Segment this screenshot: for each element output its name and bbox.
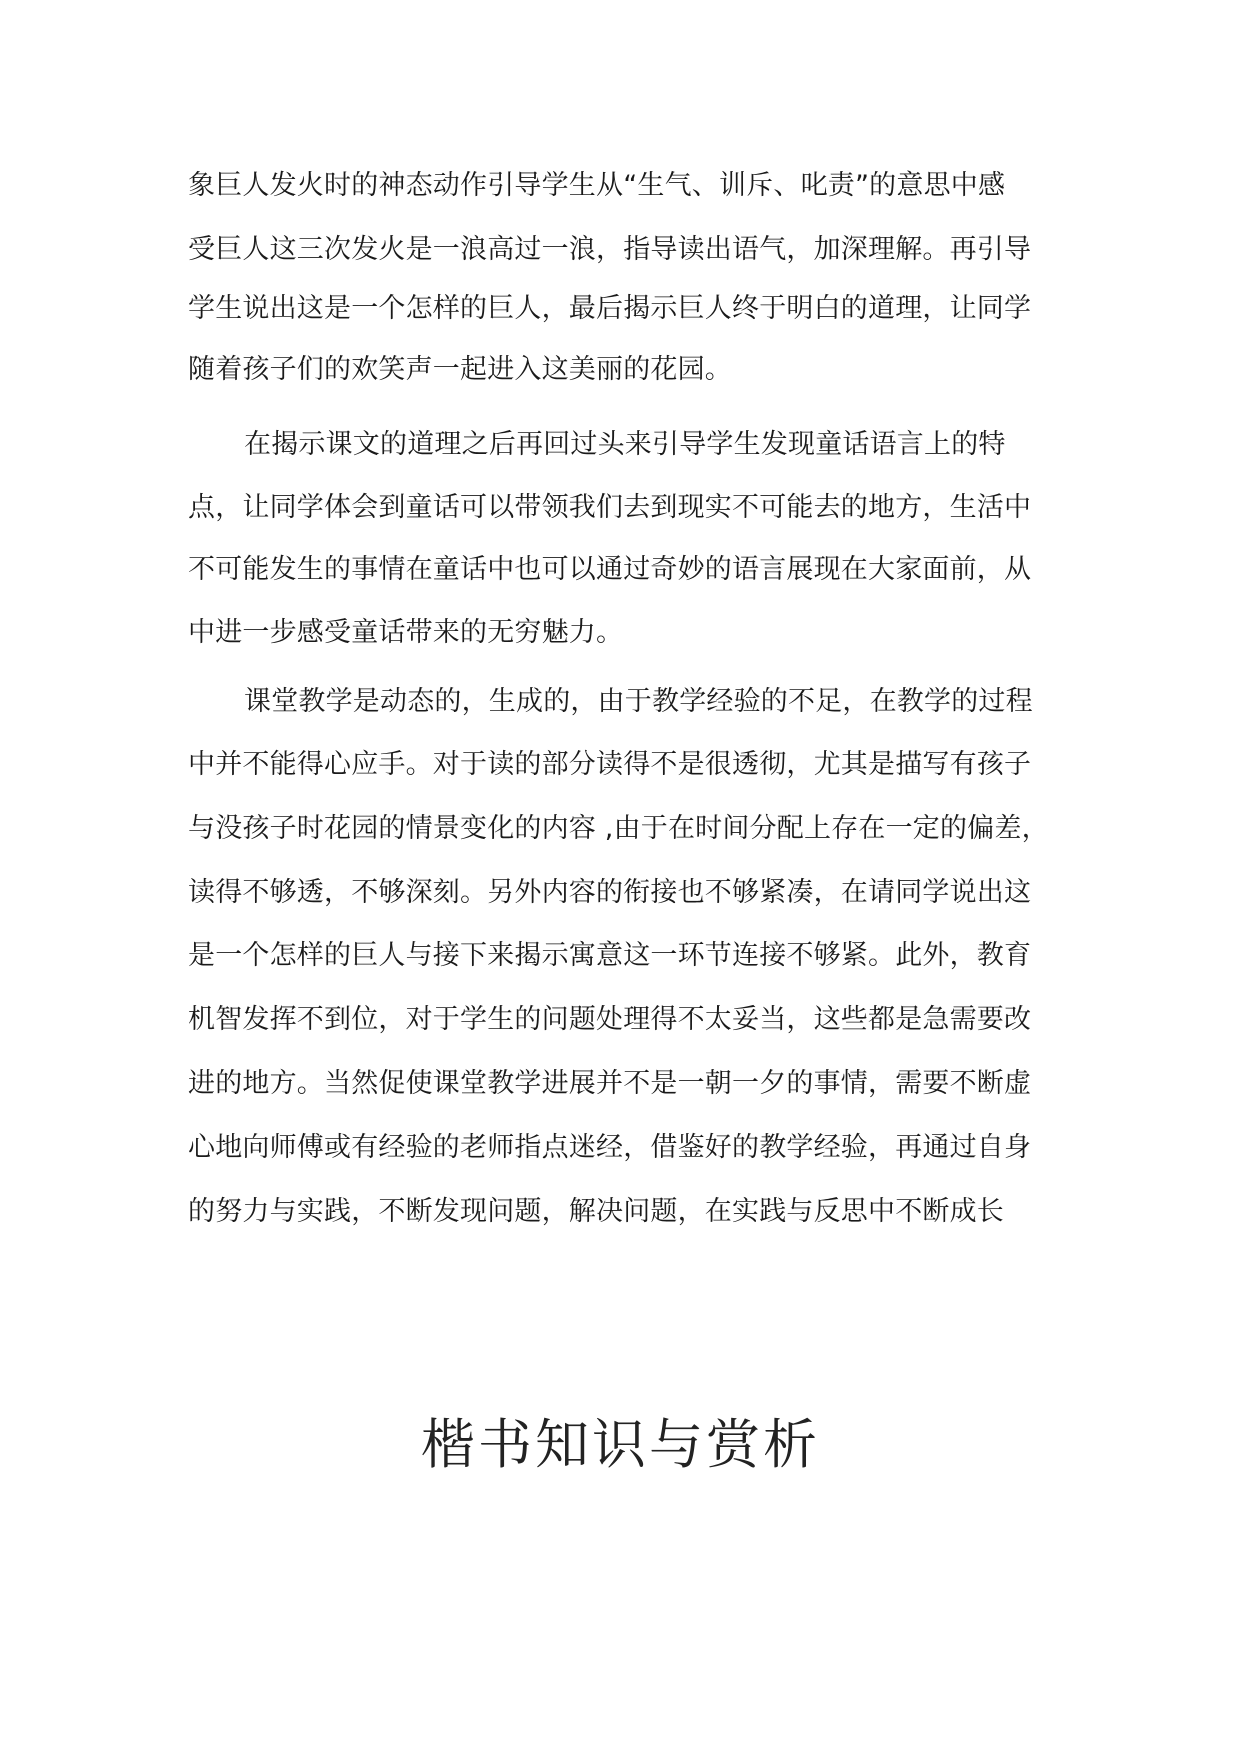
paragraph-1-line-3: 学生说出这是一个怎样的巨人，最后揭示巨人终于明白的道理，让同学	[188, 293, 1032, 324]
section-heading: 楷书知识与赏析	[421, 1413, 820, 1476]
paragraph-2-line-3: 不可能发生的事情在童话中也可以通过奇妙的语言展现在大家面前，从	[188, 554, 1032, 585]
paragraph-1-line-2: 受巨人这三次发火是一浪高过一浪，指导读出语气，加深理解。再引导	[188, 234, 1032, 265]
paragraph-2-line-4: 中进一步感受童话带来的无穷魅力。	[188, 617, 624, 648]
paragraph-3-line-8: 心地向师傅或有经验的老师指点迷经，借鉴好的教学经验，再通过自身	[188, 1132, 1032, 1163]
paragraph-3-line-5: 是一个怎样的巨人与接下来揭示寓意这一环节连接不够紧。此外，教育	[188, 940, 1032, 971]
paragraph-2-line-1: 在揭示课文的道理之后再回过头来引导学生发现童话语言上的特	[244, 429, 1006, 460]
paragraph-2-line-2: 点，让同学体会到童话可以带领我们去到现实不可能去的地方，生活中	[188, 492, 1032, 523]
paragraph-3-line-1: 课堂教学是动态的，生成的，由于教学经验的不足，在教学的过程	[244, 686, 1033, 717]
paragraph-1-line-1: 象巨人发火时的神态动作引导学生从“生气、训斥、叱责”的意思中感	[188, 170, 1006, 201]
paragraph-3-line-6: 机智发挥不到位，对于学生的问题处理得不太妥当，这些都是急需要改	[188, 1004, 1032, 1035]
paragraph-3-line-4: 读得不够透，不够深刻。另外内容的衔接也不够紧凑，在请同学说出这	[188, 877, 1032, 908]
paragraph-3-line-9: 的努力与实践，不断发现问题，解决问题，在实践与反思中不断成长	[188, 1196, 1004, 1227]
paragraph-3-line-3: 与没孩子时花园的情景变化的内容 ,由于在时间分配上存在一定的偏差，	[188, 813, 1049, 844]
paragraph-3-line-2: 中并不能得心应手。对于读的部分读得不是很透彻，尤其是描写有孩子	[188, 749, 1032, 780]
paragraph-1-line-4: 随着孩子们的欢笑声一起进入这美丽的花园。	[188, 354, 732, 385]
paragraph-3-line-7: 进的地方。当然促使课堂教学进展并不是一朝一夕的事情，需要不断虚	[188, 1068, 1032, 1099]
